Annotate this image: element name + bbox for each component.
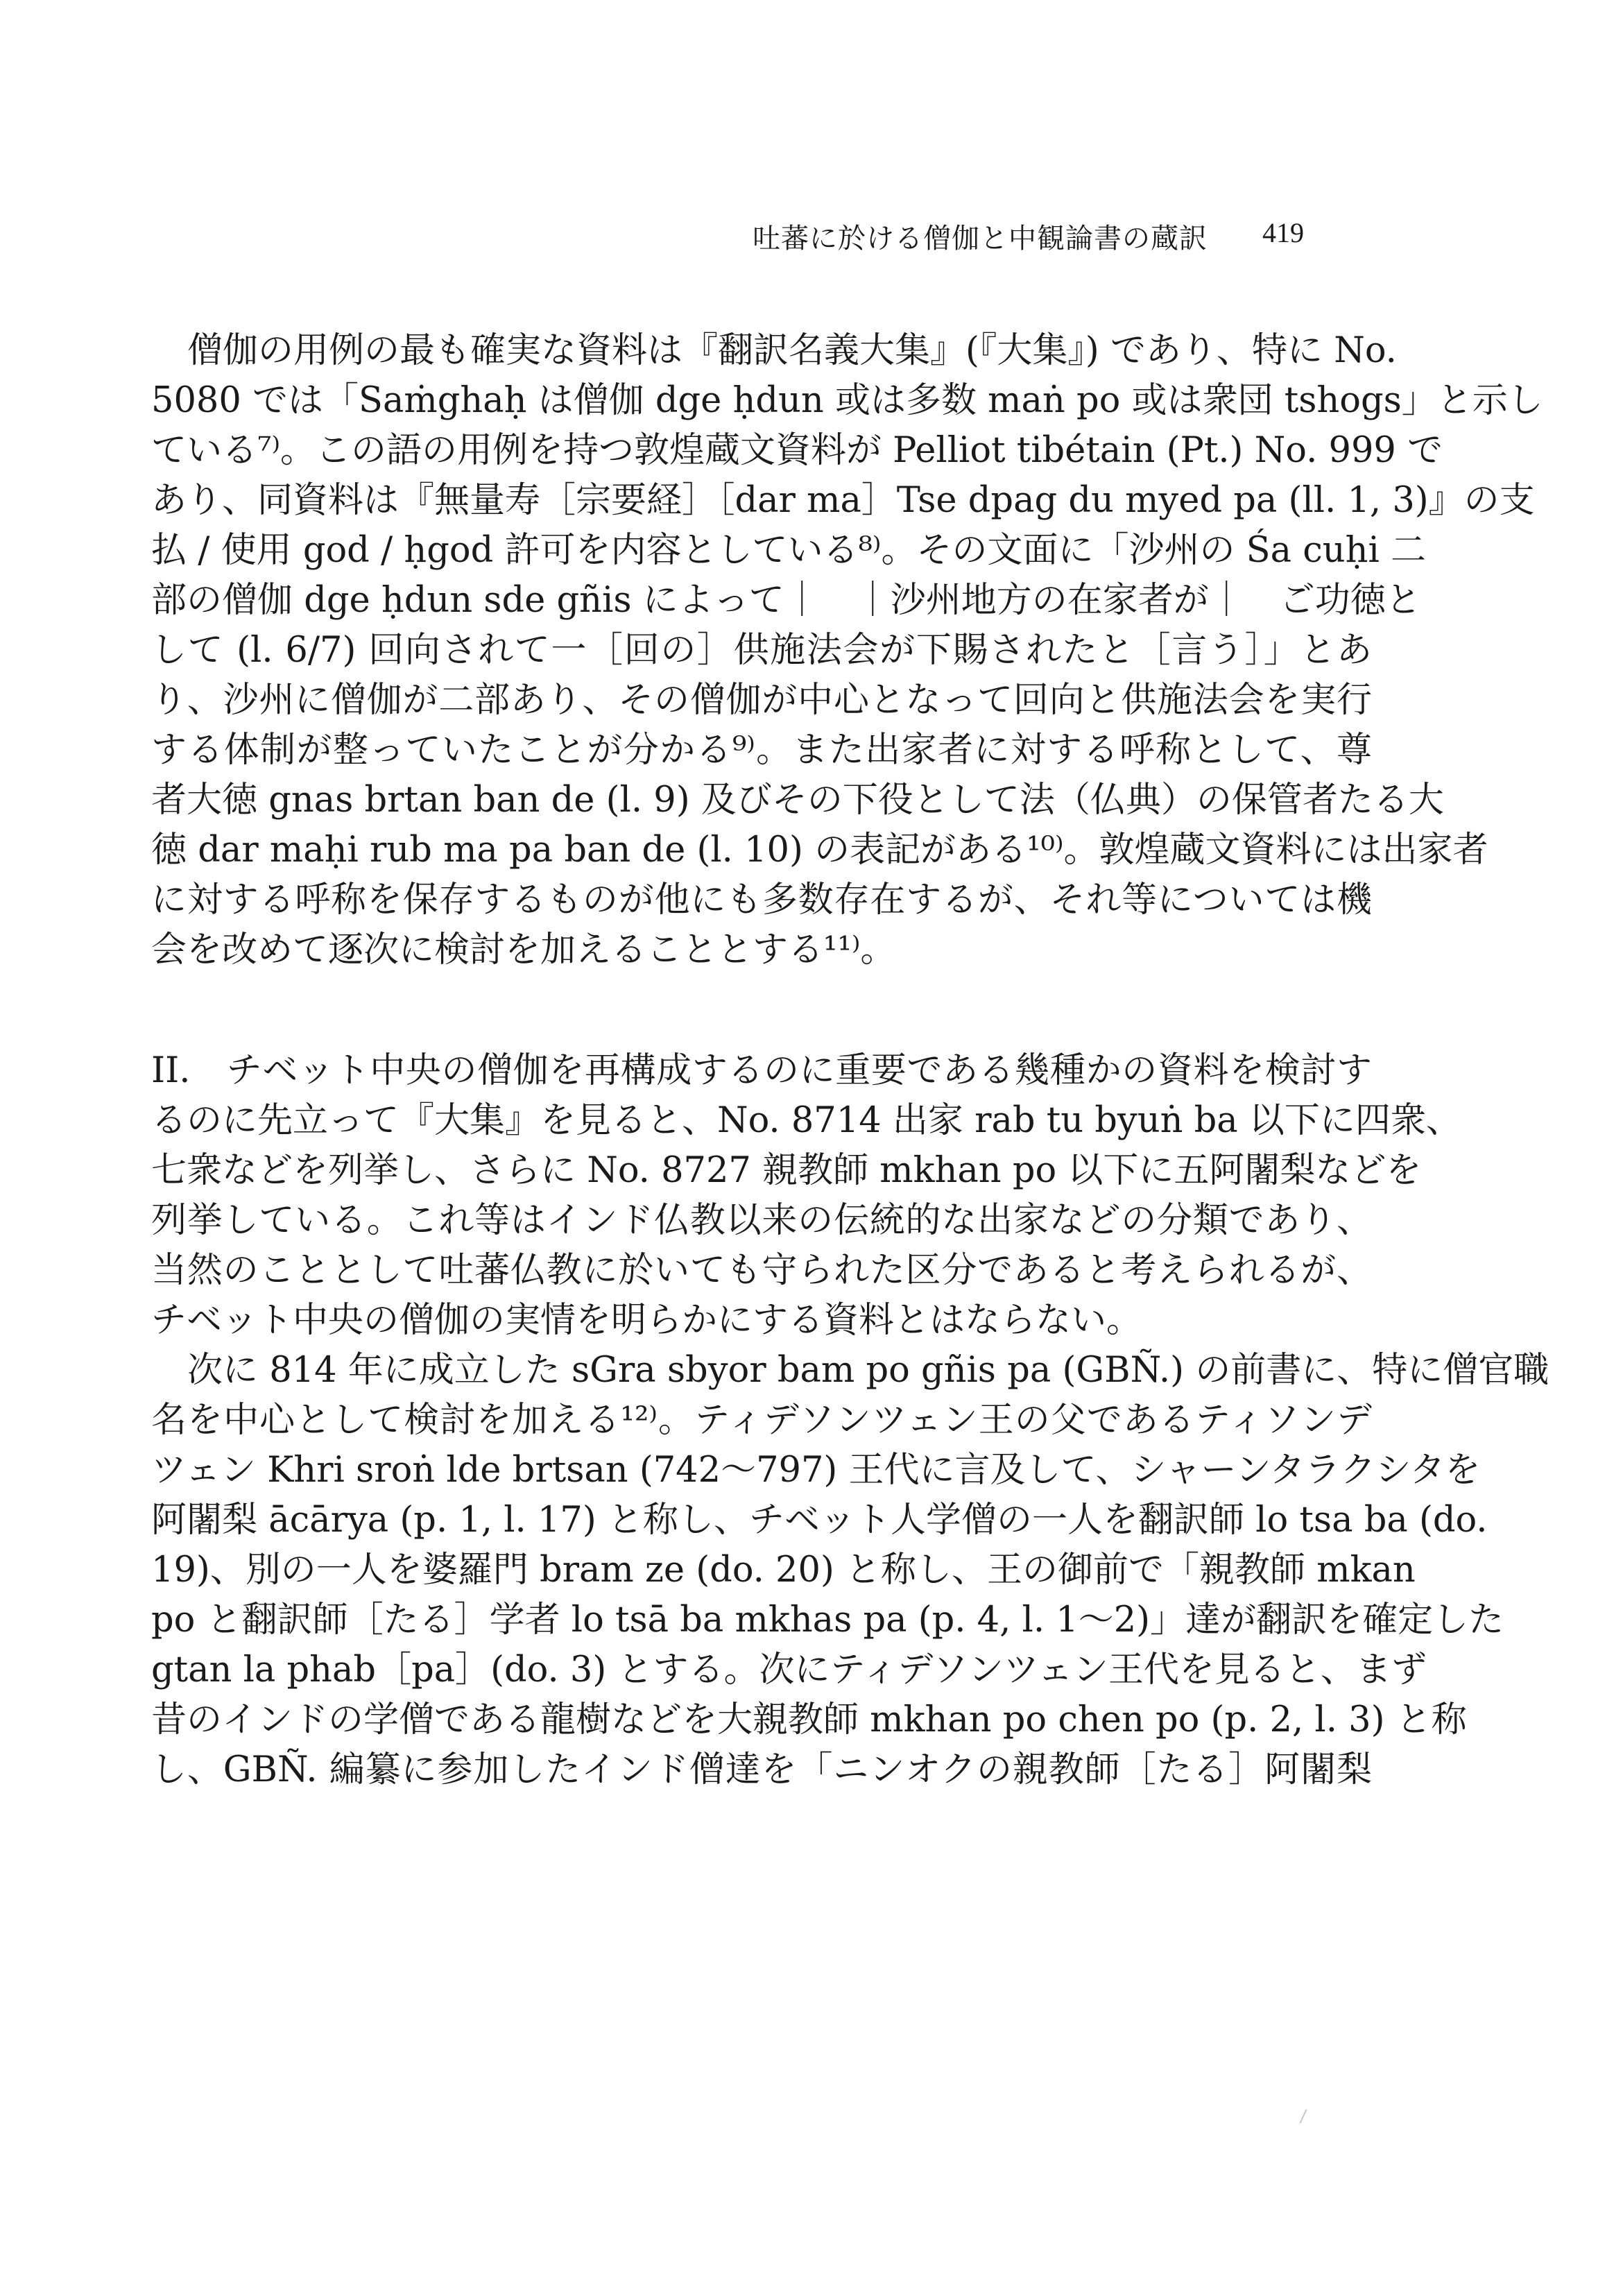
text-line: 19)、別の一人を婆羅門 bram ze (do. 20) と称し、王の御前で「親教師 mkan	[151, 1550, 1416, 1591]
text-line: ツェン Khri sroṅ lde brtsan (742〜797) 王代に言及して、シャーンタラクシタを	[151, 1450, 1481, 1491]
text-line: し、GBÑ. 編纂に参加したインド僧達を「ニンオクの親教師［たる］阿闍梨	[151, 1749, 1372, 1790]
text-line: 昔のインドの学僧である龍樹などを大親教師 mkhan po chen po (p. 2, l. 3) と称	[151, 1699, 1467, 1740]
text-line: 僧伽の用例の最も確実な資料は『翻訳名義大集』(『大集』) であり、特に No.	[187, 330, 1397, 371]
text-line: チベット中央の僧伽の実情を明らかにする資料とはならない。	[151, 1300, 1142, 1341]
running-header	[0, 214, 1623, 262]
text-line: po と翻訳師［たる］学者 lo tsā ba mkhas pa (p. 4, l. 1〜2)」達が翻訳を確定した	[151, 1600, 1504, 1640]
text-line: 徳 dar maḥi rub ma pa ban de (l. 10) の表記がある¹⁰⁾。敦煌蔵文資料には出家者	[151, 830, 1488, 871]
paragraph-1	[151, 326, 1543, 975]
text-line: する体制が整っていたことが分かる⁹⁾。また出家者に対する呼称として、尊	[151, 730, 1372, 771]
text-line: に対する呼称を保存するものが他にも多数存在するが、それ等については機	[151, 880, 1372, 920]
text-line: 名を中心として検討を加える¹²⁾。ティデソンツェン王の父であるティソンデ	[151, 1400, 1372, 1441]
text-line: 列挙している。これ等はインド仏教以来の伝統的な出家などの分類であり、	[151, 1200, 1372, 1241]
paragraph-2	[151, 1046, 1461, 1346]
text-line: 次に 814 年に成立した sGra sbyor bam po gñis pa (GBÑ.) の前書に、特に僧官職	[187, 1350, 1549, 1391]
text-line: 払 / 使用 god / ḥgod 許可を内容としている⁸⁾。その文面に「沙州の Śa cuḥi 二	[151, 530, 1426, 571]
text-line: gtan la phab［pa］(do. 3) とする。次にティデソンツェン王代を見ると、まず	[151, 1650, 1427, 1690]
page-body	[151, 326, 1549, 1795]
text-line: 阿闍梨 ācārya (p. 1, l. 17) と称し、チベット人学僧の一人を翻訳師 lo tsa ba (do.	[151, 1500, 1488, 1541]
scan-mark	[1299, 2109, 1307, 2124]
text-line: 5080 では「Saṁghaḥ は僧伽 dge ḥdun 或は多数 maṅ po 或は衆団 tshogs」と示し	[151, 380, 1543, 421]
text-line: ている⁷⁾。この語の用例を持つ敦煌蔵文資料が Pelliot tibétain (Pt.) No. 999 で	[151, 430, 1443, 471]
text-line: あり、同資料は『無量寿［宗要経］［dar ma］Tse dpag du myed pa (ll. 1, 3)』の支	[151, 480, 1535, 521]
text-line: II. チベット中央の僧伽を再構成するのに重要である幾種かの資料を検討す	[151, 1050, 1372, 1091]
paragraph-3	[151, 1346, 1549, 1795]
text-line: 者大徳 gnas brtan ban de (l. 9) 及びその下役として法（仏典）の保管者たる大	[151, 780, 1444, 821]
text-line: るのに先立って『大集』を見ると、No. 8714 出家 rab tu byuṅ ba 以下に四衆、	[151, 1100, 1461, 1141]
section-gap	[151, 975, 1372, 1046]
text-line: 当然のこととして吐蕃仏教に於いても守られた区分であると考えられるが、	[151, 1250, 1372, 1291]
text-line: して (l. 6/7) 回向されて一［回の］供施法会が下賜されたと［言う］」とあ	[151, 630, 1372, 671]
page-number: 419	[1262, 217, 1304, 248]
text-line: 七衆などを列挙し、さらに No. 8727 親教師 mkhan po 以下に五阿闍梨などを	[151, 1150, 1422, 1191]
text-line: 部の僧伽 dge ḥdun sde gñis によって｜ ｜沙州地方の在家者が｜ ご功徳と	[151, 580, 1421, 621]
running-title: 吐蕃に於ける僧伽と中観論書の蔵訳	[753, 223, 1208, 255]
text-line: り、沙州に僧伽が二部あり、その僧伽が中心となって回向と供施法会を実行	[151, 680, 1372, 721]
text-line: 会を改めて逐次に検討を加えることとする¹¹⁾。	[151, 929, 896, 970]
